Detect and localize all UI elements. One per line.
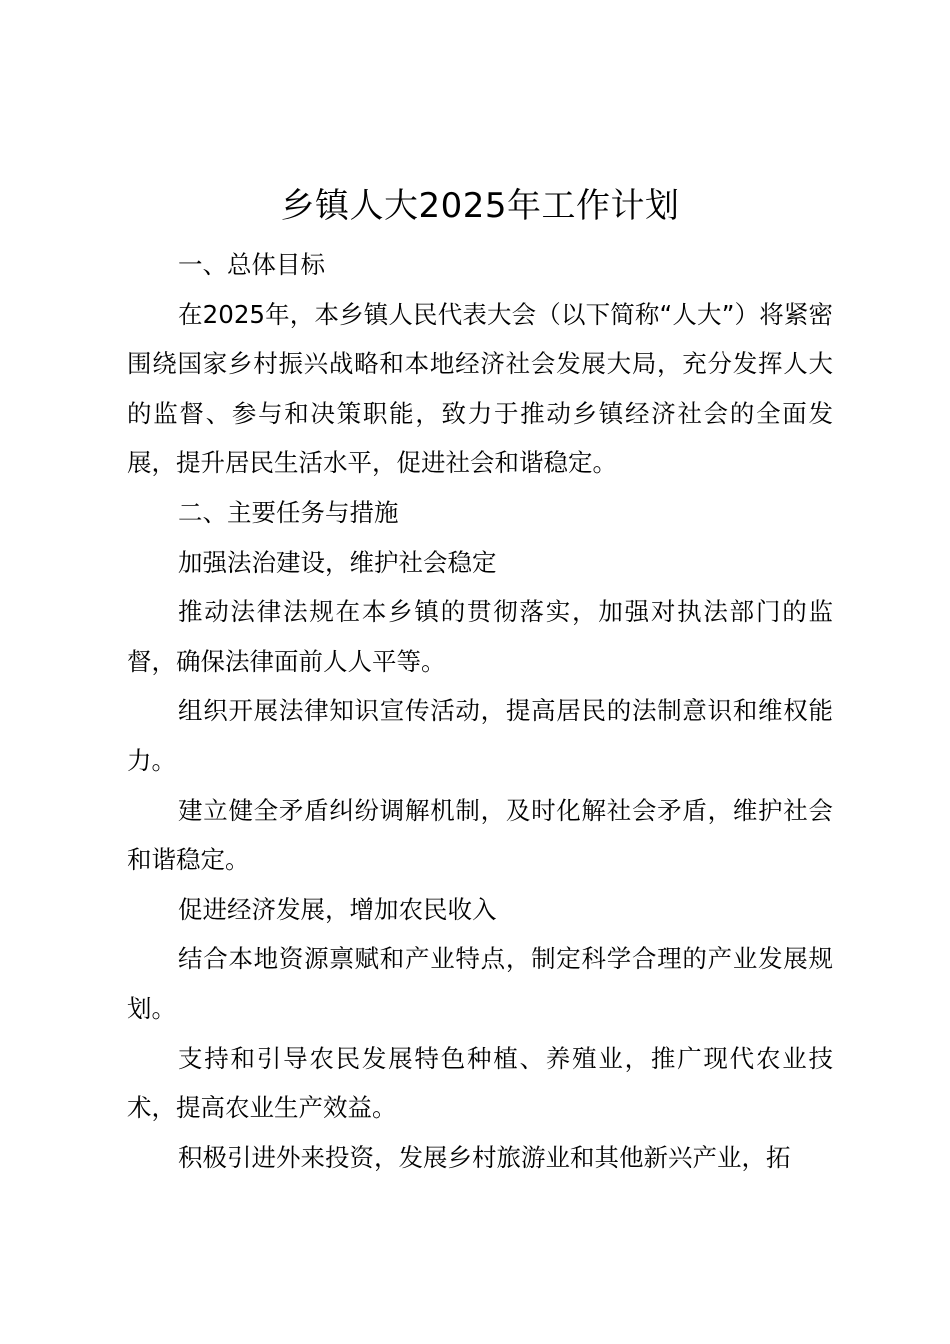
paragraph-investment: 积极引进外来投资，发展乡村旅游业和其他新兴产业，拓 [178,1142,791,1172]
subheading-economic-development: 促进经济发展，增加农民收入 [178,894,497,924]
paragraph-agriculture-support: 支持和引导农民发展特色种植、养殖业，推广现代农业技术，提高农业生产效益。 [127,1043,833,1123]
paragraph-law-enforcement: 推动法律法规在本乡镇的贯彻落实，加强对执法部门的监督，确保法律面前人人平等。 [127,597,833,676]
paragraph-legal-education: 组织开展法律知识宣传活动，提高居民的法制意识和维权能力。 [127,696,833,775]
section-heading-main-tasks: 二、主要任务与措施 [178,497,399,527]
paragraph-dispute-mediation: 建立健全矛盾纠纷调解机制，及时化解社会矛盾，维护社会和谐稳定。 [127,795,833,875]
paragraph-industry-planning: 结合本地资源禀赋和产业特点，制定科学合理的产业发展规划。 [127,944,833,1023]
paragraph-overall-goal: 在2025年，本乡镇人民代表大会（以下简称“人大”）将紧密围绕国家乡村振兴战略和本地经济社会发展大局，充分发挥人大的监督、参与和决策职能，致力于推动乡镇经济社会的全面发展，提升居民生活水平，促进社会和谐稳定。 [127,299,833,478]
subheading-rule-of-law: 加强法治建设，维护社会稳定 [178,547,497,577]
document-page [127,178,833,1182]
document-title: 乡镇人大2025年工作计划 [280,186,680,226]
section-heading-overall-goal: 一、总体目标 [178,250,325,279]
